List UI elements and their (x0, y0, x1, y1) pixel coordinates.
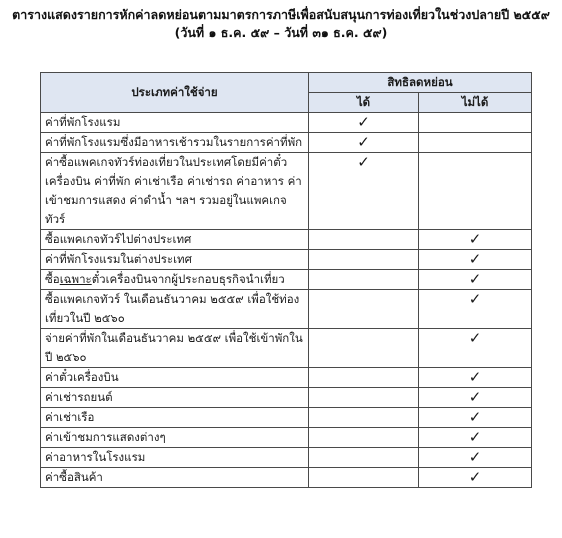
document-header (0, 6, 562, 42)
check-mark-icon: ✓ (419, 428, 532, 448)
check-mark-icon: ✓ (419, 250, 532, 270)
table-row (41, 388, 532, 408)
check-mark-icon: ✓ (309, 153, 419, 230)
expense-item: ค่าซื้อสินค้า (41, 468, 309, 488)
table-row (41, 408, 532, 428)
check-mark-icon: ✓ (419, 448, 532, 468)
empty-cell (419, 113, 532, 133)
check-mark-icon: ✓ (419, 270, 532, 290)
expense-item-underlined: เฉพาะ (59, 272, 92, 286)
expense-item: ค่าเข้าชมการแสดงต่างๆ (41, 428, 309, 448)
table-row (41, 250, 532, 270)
expense-item: ค่าที่พักโรงแรมซึ่งมีอาหารเช้ารวมในรายการค่าที่พัก (41, 133, 309, 153)
empty-cell (309, 368, 419, 388)
empty-cell (419, 153, 532, 230)
expense-item: ค่าอาหารในโรงแรม (41, 448, 309, 468)
header-can: ได้ (309, 93, 419, 113)
empty-cell (309, 270, 419, 290)
check-mark-icon: ✓ (419, 468, 532, 488)
check-mark-icon: ✓ (419, 329, 532, 368)
empty-cell (309, 448, 419, 468)
check-mark-icon: ✓ (419, 408, 532, 428)
table-row (41, 230, 532, 250)
table-row (41, 448, 532, 468)
expense-item: ค่าเช่าเรือ (41, 408, 309, 428)
table-row (41, 133, 532, 153)
header-cannot: ไม่ได้ (419, 93, 532, 113)
check-mark-icon: ✓ (419, 368, 532, 388)
check-mark-icon: ✓ (309, 133, 419, 153)
expense-item: ค่าเช่ารถยนต์ (41, 388, 309, 408)
empty-cell (309, 388, 419, 408)
expense-item: จ่ายค่าที่พักในเดือนธันวาคม ๒๕๕๙ เพื่อใช้เข้าพักในปี ๒๕๖๐ (41, 329, 309, 368)
tax-deduction-table (40, 72, 532, 488)
table-row (41, 468, 532, 488)
empty-cell (309, 250, 419, 270)
expense-item (41, 270, 309, 290)
empty-cell (309, 230, 419, 250)
table-row (41, 368, 532, 388)
expense-item: ค่าซื้อแพคเกจทัวร์ท่องเที่ยวในประเทศโดยมีค่าตั๋วเครื่องบิน ค่าที่พัก ค่าเช่าเรือ ค่าเช่ารถ ค่าอาหาร ค่าเข้าชมการแสดง ค่าดำน้ำ ฯลฯ รวมอยู่ในแพคเกจทัวร์ (41, 153, 309, 230)
header-expense-type: ประเภทค่าใช้จ่าย (41, 73, 309, 113)
empty-cell (309, 290, 419, 329)
expense-item: ค่าที่พักโรงแรม (41, 113, 309, 133)
expense-item: ซื้อแพคเกจทัวร์ไปต่างประเทศ (41, 230, 309, 250)
check-mark-icon: ✓ (419, 290, 532, 329)
empty-cell (309, 428, 419, 448)
table-row (41, 270, 532, 290)
table-row (41, 428, 532, 448)
expense-item: ค่าที่พักโรงแรมในต่างประเทศ (41, 250, 309, 270)
table-row (41, 113, 532, 133)
table-row (41, 290, 532, 329)
check-mark-icon: ✓ (309, 113, 419, 133)
empty-cell (309, 408, 419, 428)
document-subtitle: (วันที่ ๑ ธ.ค. ๕๙ – วันที่ ๓๑ ธ.ค. ๕๙) (174, 25, 388, 40)
check-mark-icon: ✓ (419, 230, 532, 250)
table-row (41, 329, 532, 368)
empty-cell (419, 133, 532, 153)
expense-item-prefix: ซื้อ (45, 272, 60, 286)
table-row (41, 153, 532, 230)
expense-item-suffix: ตั๋วเครื่องบินจากผู้ประกอบธุรกิจนำเที่ยว (91, 272, 285, 286)
expense-item: ค่าตั๋วเครื่องบิน (41, 368, 309, 388)
header-deduction-right: สิทธิลดหย่อน (309, 73, 532, 93)
check-mark-icon: ✓ (419, 388, 532, 408)
empty-cell (309, 468, 419, 488)
expense-item: ซื้อแพคเกจทัวร์ ในเดือนธันวาคม ๒๕๕๙ เพื่อใช้ท่องเที่ยวในปี ๒๕๖๐ (41, 290, 309, 329)
document-title: ตารางแสดงรายการหักค่าลดหย่อนตามมาตรการภาษีเพื่อสนับสนุนการท่องเที่ยวในช่วงปลายปี ๒๕๕๙ (12, 7, 550, 22)
empty-cell (309, 329, 419, 368)
